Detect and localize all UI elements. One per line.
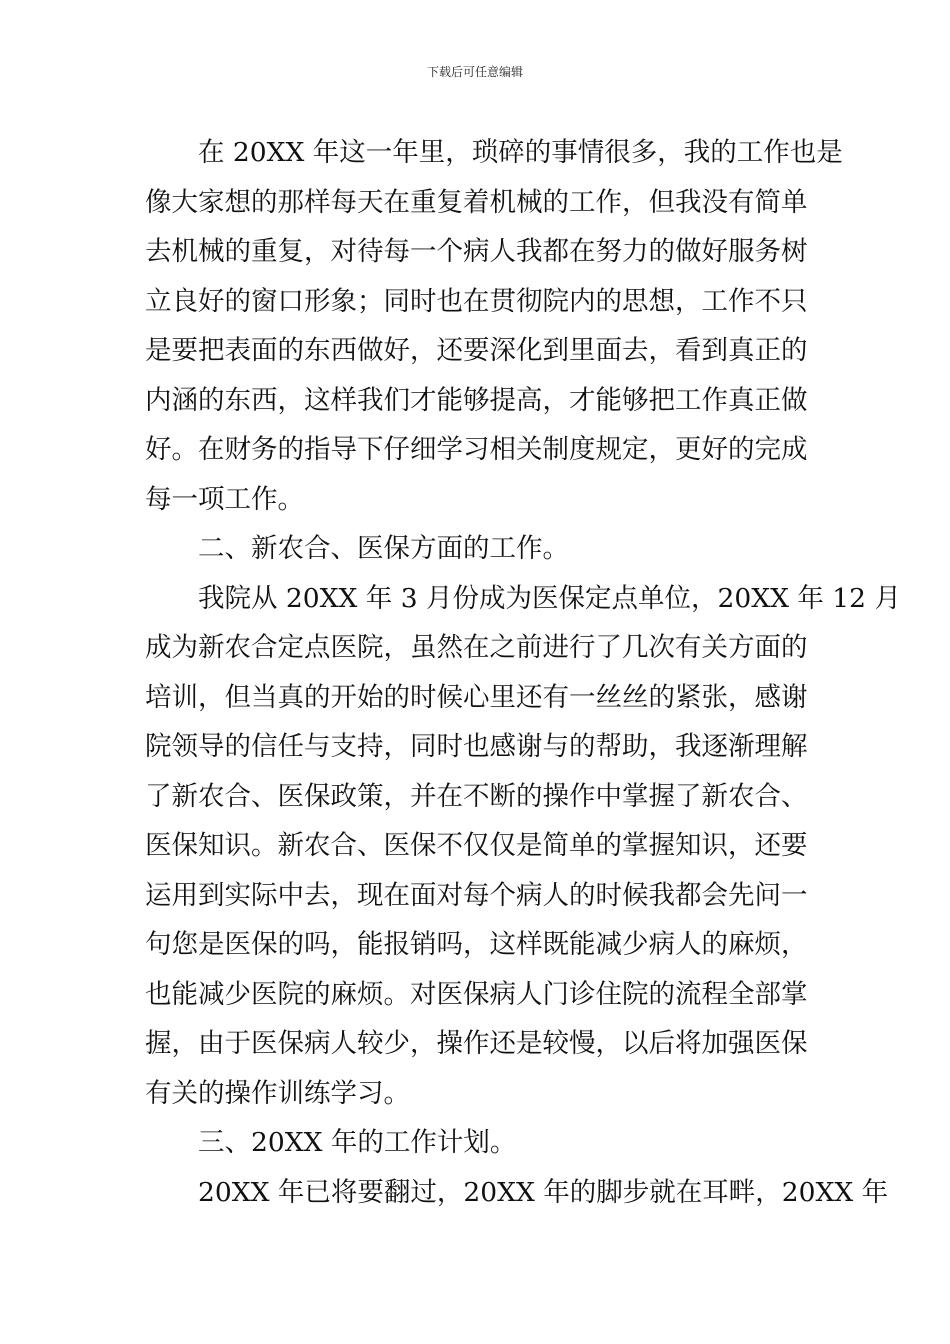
text-line: 20XX 年已将要翻过，20XX 年的脚步就在耳畔，20XX 年 — [198, 1176, 889, 1208]
text-line: 是要把表面的东西做好，还要深化到里面去，看到真正的 — [145, 335, 808, 366]
text-line: 运用到实际中去，现在面对每个病人的时候我都会先问一 — [145, 879, 808, 911]
text-line: 也能减少医院的麻烦。对医保病人门诊住院的流程全部掌 — [145, 978, 808, 1010]
text-line: 内涵的东西，这样我们才能够提高，才能够把工作真正做 — [145, 384, 808, 416]
text-line: 去机械的重复，对待每一个病人我都在努力的做好服务树 — [145, 236, 808, 267]
text-line: 立良好的窗口形象；同时也在贯彻院内的思想，工作不只 — [145, 285, 808, 317]
text-line: 我院从 20XX 年 3 月份成为医保定点单位，20XX 年 12 月 — [198, 582, 901, 614]
page-header: 下载后可任意编辑 — [426, 65, 523, 79]
text-line: 每一项工作。 — [145, 483, 304, 515]
text-line: 握，由于医保病人较少，操作还是较慢，以后将加强医保 — [145, 1028, 808, 1059]
text-line: 三、20XX 年的工作计划。 — [198, 1127, 517, 1158]
text-line: 了新农合、医保政策，并在不断的操作中掌握了新农合、 — [145, 780, 808, 812]
text-line: 句您是医保的吗，能报销吗，这样既能减少病人的麻烦， — [145, 929, 808, 960]
text-line: 好。在财务的指导下仔细学习相关制度规定，更好的完成 — [145, 434, 808, 465]
text-line: 成为新农合定点医院，虽然在之前进行了几次有关方面的 — [145, 632, 808, 663]
text-line: 培训，但当真的开始的时候心里还有一丝丝的紧张，感谢 — [145, 681, 808, 713]
text-line: 有关的操作训练学习。 — [145, 1077, 410, 1109]
text-line: 院领导的信任与支持，同时也感谢与的帮助，我逐渐理解 — [145, 731, 808, 762]
text-line: 二、新农合、医保方面的工作。 — [198, 533, 569, 564]
text-line: 在 20XX 年这一年里，琐碎的事情很多，我的工作也是 — [198, 137, 843, 168]
text-line: 医保知识。新农合、医保不仅仅是简单的掌握知识，还要 — [145, 830, 808, 861]
document-body — [145, 128, 901, 1217]
text-line: 像大家想的那样每天在重复着机械的工作，但我没有简单 — [145, 186, 808, 218]
